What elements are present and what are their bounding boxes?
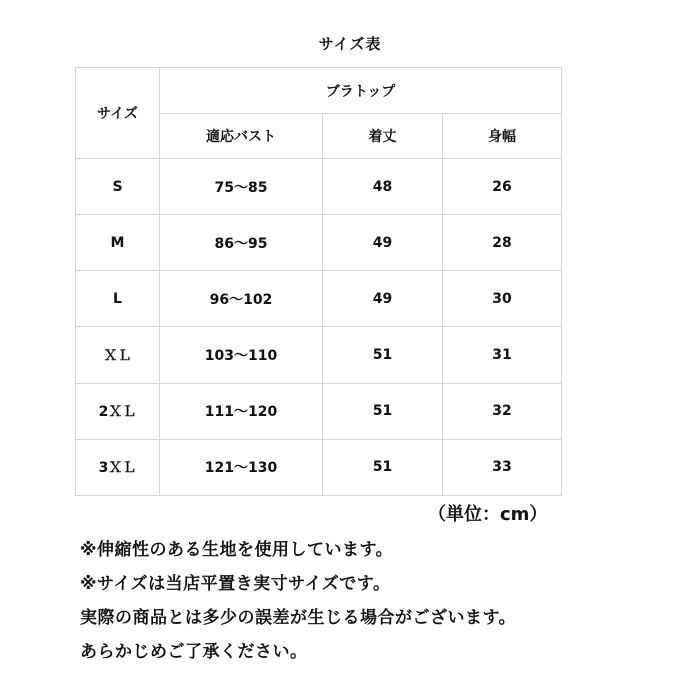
table-row xyxy=(76,271,562,327)
note-line: ※サイズは当店平置き実寸サイズです。 xyxy=(80,574,391,594)
column-header-bust: 適応バスト xyxy=(160,114,323,159)
size-cell: 3ＸＬ xyxy=(76,439,160,495)
size-table xyxy=(75,67,562,496)
size-cell: M xyxy=(76,215,160,271)
width-cell: 30 xyxy=(443,271,562,327)
width-cell: 32 xyxy=(443,383,562,439)
length-cell: 51 xyxy=(323,327,443,383)
bust-cell: 75～85 xyxy=(160,159,323,215)
unit-label: （単位：cm） xyxy=(428,504,548,525)
length-cell: 48 xyxy=(323,159,443,215)
table-row xyxy=(76,439,562,495)
bust-cell: 86～95 xyxy=(160,215,323,271)
length-cell: 51 xyxy=(323,439,443,495)
size-cell: ＸＬ xyxy=(76,327,160,383)
page-title: サイズ表 xyxy=(318,35,382,53)
column-header-width: 身幅 xyxy=(443,114,562,159)
table-header-row xyxy=(76,68,562,114)
table-row xyxy=(76,215,562,271)
size-cell: L xyxy=(76,271,160,327)
table-row xyxy=(76,159,562,215)
note-line: あらかじめご了承ください。 xyxy=(80,642,308,662)
width-cell: 26 xyxy=(443,159,562,215)
table-row xyxy=(76,383,562,439)
size-column-header: サイズ xyxy=(76,68,160,159)
length-cell: 51 xyxy=(323,383,443,439)
width-cell: 33 xyxy=(443,439,562,495)
bust-cell: 103～110 xyxy=(160,327,323,383)
bust-cell: 96～102 xyxy=(160,271,323,327)
note-line: 実際の商品とは多少の誤差が生じる場合がございます。 xyxy=(80,608,517,628)
size-cell: 2ＸＬ xyxy=(76,383,160,439)
length-cell: 49 xyxy=(323,215,443,271)
length-cell: 49 xyxy=(323,271,443,327)
notes xyxy=(80,533,516,669)
width-cell: 31 xyxy=(443,327,562,383)
size-cell: S xyxy=(76,159,160,215)
table-row xyxy=(76,327,562,383)
column-header-length: 着丈 xyxy=(323,114,443,159)
bust-cell: 111～120 xyxy=(160,383,323,439)
product-group-header: ブラトップ xyxy=(160,68,562,114)
note-line: ※伸縮性のある生地を使用しています。 xyxy=(80,540,394,560)
bust-cell: 121～130 xyxy=(160,439,323,495)
width-cell: 28 xyxy=(443,215,562,271)
